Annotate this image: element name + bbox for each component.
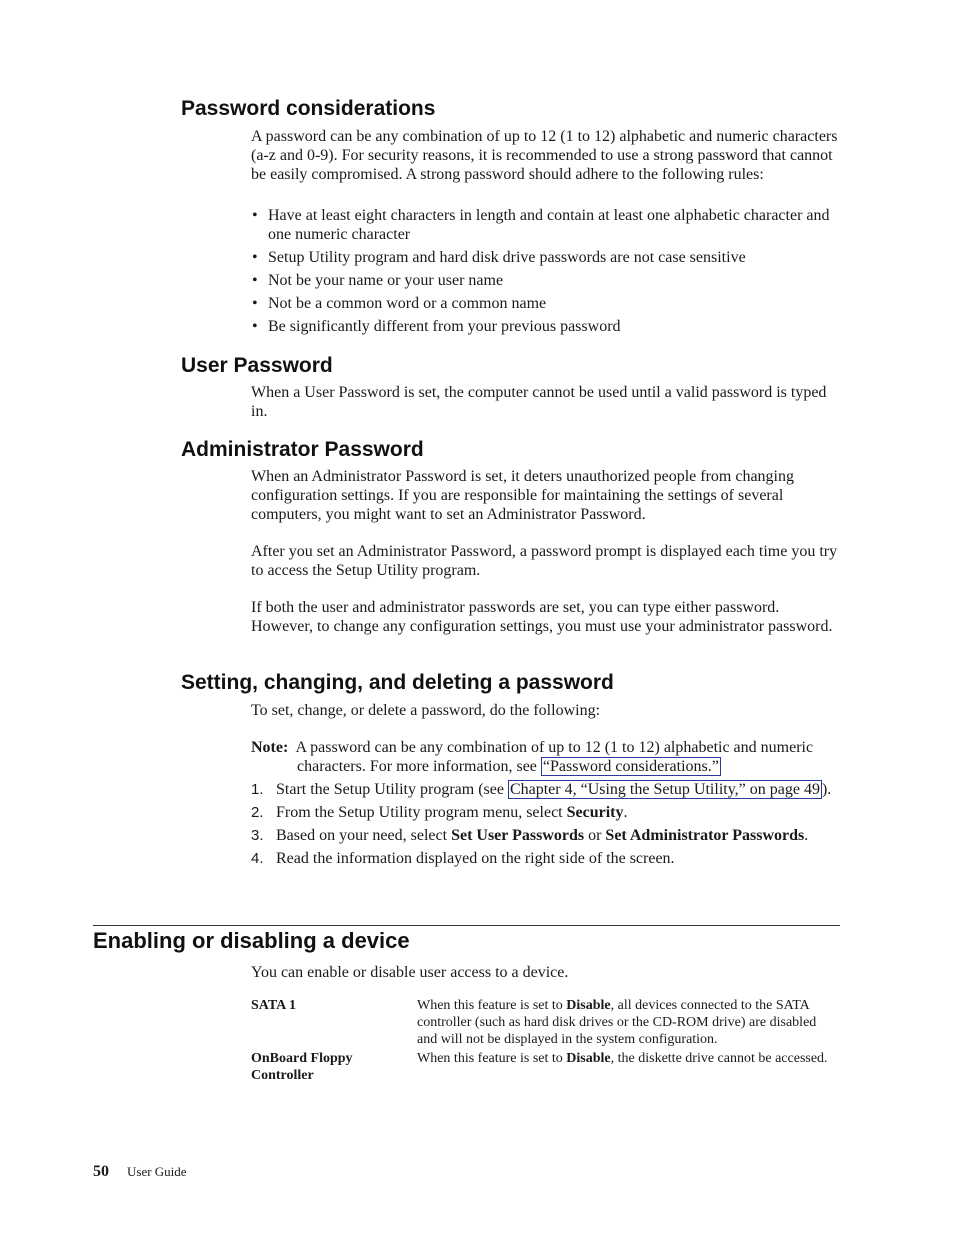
heading-enabling-device: Enabling or disabling a device: [93, 928, 410, 953]
page-number: 50: [93, 1163, 109, 1180]
device-option-row: [251, 1050, 841, 1084]
step-number: 1.: [251, 781, 264, 798]
step-text: .: [623, 804, 628, 821]
heading-password-considerations: Password considerations: [181, 97, 436, 120]
password-rules-list: [251, 206, 841, 340]
description-text: When this feature is set to: [417, 998, 563, 1013]
paragraph: To set, change, or delete a password, do the following:: [251, 702, 601, 719]
admin-password-para-2: [251, 542, 841, 580]
step-text: Based on your need, select: [276, 827, 448, 844]
description-text: When this feature is set to: [417, 1051, 563, 1066]
heading-administrator-password: Administrator Password: [181, 438, 424, 461]
password-considerations-link[interactable]: “Password considerations.”: [542, 758, 719, 775]
description-text: , all devices connected to the SATA controller (such as hard disk drives or the CD-ROM drive) are disabled and will not be displayed in the system configuration.: [417, 998, 817, 1047]
step-number: 4.: [251, 850, 264, 867]
ui-term: Set User Passwords: [451, 827, 585, 844]
list-item: • Have at least eight characters in length and contain at least one alphabetic character and one numeric character: [251, 206, 841, 244]
option-description: [417, 1050, 837, 1084]
paragraph: You can enable or disable user access to a device.: [251, 964, 569, 981]
ui-term: Disable: [566, 1051, 611, 1066]
paragraph: After you set an Administrator Password, a password prompt is displayed each time you try to access the Setup Utility program.: [251, 543, 838, 579]
list-item: [251, 849, 841, 868]
list-item: [251, 780, 841, 799]
step-text: ).: [821, 781, 832, 798]
ui-term: Set Administrator Passwords: [605, 827, 805, 844]
note-text: A password can be any combination of up to 12 (1 to 12) alphabetic and numeric characters. For more information, see: [295, 739, 814, 775]
paragraph: When a User Password is set, the computer cannot be used until a valid password is typed in.: [251, 384, 827, 420]
list-item: [251, 803, 841, 822]
note-label: Note:: [251, 739, 289, 756]
ui-term: Disable: [566, 998, 611, 1013]
description-text: , the diskette drive cannot be accessed.: [610, 1051, 828, 1066]
password-considerations-intro: [251, 127, 841, 184]
paragraph: A password can be any combination of up to 12 (1 to 12) alphabetic and numeric characters (a-z and 0-9). For security reasons, it is recommended to use a strong password that cannot be easily compromised. A strong password should adhere to the following rules:: [251, 128, 838, 183]
user-password-text: [251, 383, 841, 421]
note-block: [251, 738, 841, 776]
list-item: [251, 826, 841, 845]
option-term: OnBoard Floppy Controller: [251, 1051, 353, 1083]
enabling-device-intro: [251, 963, 841, 982]
list-item: • Setup Utility program and hard disk drive passwords are not case sensitive: [251, 248, 841, 267]
section-divider: [93, 925, 840, 926]
option-description: [417, 997, 837, 1048]
device-options-list: [251, 997, 841, 1086]
device-option-row: [251, 997, 841, 1048]
ui-term: Security: [566, 804, 624, 821]
list-item: • Not be a common word or a common name: [251, 294, 841, 313]
heading-setting-password: Setting, changing, and deleting a password: [181, 671, 614, 694]
heading-user-password: User Password: [181, 354, 333, 377]
step-text: From the Setup Utility program menu, select: [276, 804, 563, 821]
step-text: or: [588, 827, 602, 844]
page-footer: [93, 1163, 187, 1181]
admin-password-para-3: [251, 598, 841, 636]
admin-password-para-1: [251, 467, 841, 524]
step-number: 2.: [251, 804, 264, 821]
steps-list: [251, 780, 841, 872]
setting-password-intro: [251, 701, 841, 720]
document-title: User Guide: [127, 1164, 187, 1179]
step-text: Read the information displayed on the right side of the screen.: [276, 850, 675, 867]
paragraph: If both the user and administrator passwords are set, you can type either password. However, to change any configuration settings, you must use your administrator password.: [251, 599, 833, 635]
step-text: .: [804, 827, 809, 844]
list-item: • Not be your name or your user name: [251, 271, 841, 290]
step-number: 3.: [251, 827, 264, 844]
list-item: • Be significantly different from your previous password: [251, 317, 841, 336]
step-text: Start the Setup Utility program (see: [276, 781, 504, 798]
paragraph: When an Administrator Password is set, it deters unauthorized people from changing configuration settings. If you are responsible for maintaining the settings of several computers, you might want to set an Administrator Password.: [251, 468, 794, 523]
chapter-4-link[interactable]: Chapter 4, “Using the Setup Utility,” on page 49: [509, 781, 820, 798]
option-term: SATA 1: [251, 998, 296, 1013]
